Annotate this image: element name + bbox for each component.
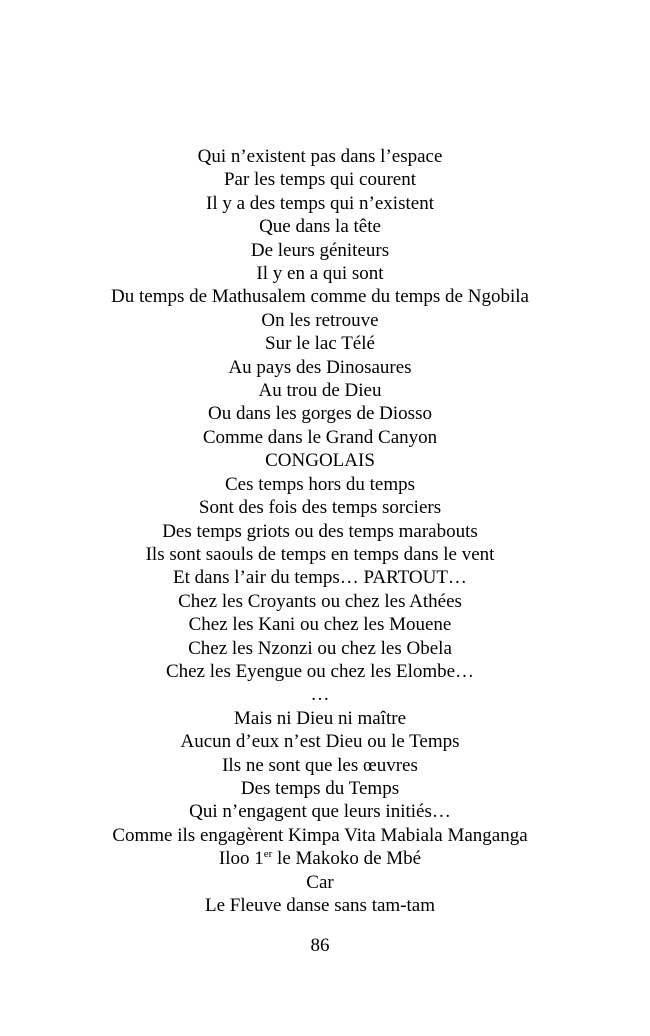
poem-line: Des temps du Temps [240, 777, 400, 799]
poem-line: Comme ils engagèrent Kimpa Vita Mabiala Manganga [112, 824, 528, 846]
poem-line: Aucun d’eux n’est Dieu ou le Temps [180, 731, 460, 753]
poem-line: Au pays des Dinosaures [228, 356, 412, 378]
poem-line: Par les temps qui courent [223, 169, 417, 191]
poem-line: Au trou de Dieu [258, 380, 382, 402]
poem-line: CONGOLAIS [265, 450, 375, 472]
poem-line: Car [306, 871, 334, 893]
poem-line: Le Fleuve danse sans tam-tam [204, 895, 436, 916]
poem-line: … [310, 684, 330, 706]
poem-line: Il y a des temps qui n’existent [206, 192, 434, 214]
poem-line: Qui n’existent pas dans l’espace [197, 146, 443, 167]
poem-line: Des temps griots ou des temps marabouts [162, 520, 478, 542]
poem-line: Sont des fois des temps sorciers [198, 497, 442, 519]
poem-line: Chez les Eyengue ou chez les Elombe… [165, 660, 475, 682]
poem-line: Comme dans le Grand Canyon [202, 426, 438, 448]
poem-line: Qui n’engagent que leurs initiés… [189, 801, 451, 823]
poem-line: Chez les Croyants ou chez les Athées [178, 590, 462, 612]
poem-line: Il y en a qui sont [256, 263, 384, 285]
poem-line: On les retrouve [261, 309, 379, 331]
poem-line: Ils sont saouls de temps en temps dans le vent [145, 543, 495, 565]
poem-line: Sur le lac Télé [265, 333, 375, 355]
poem-line: Ces temps hors du temps [225, 473, 415, 495]
poem-line: Ils ne sont que les œuvres [222, 754, 418, 776]
poem-line-iloo [0, 847, 640, 870]
poem-line: Que dans la tête [259, 216, 381, 238]
ordinal-superscript: er [263, 848, 273, 861]
poem-line: Et dans l’air du temps… PARTOUT… [173, 567, 467, 589]
iloo-text: Iloo 1 [218, 848, 264, 870]
poem-line: Chez les Kani ou chez les Mouene [188, 614, 452, 636]
page-number: 86 [310, 935, 330, 956]
poem-line: Chez les Nzonzi ou chez les Obela [188, 637, 452, 659]
poem-line: Du temps de Mathusalem comme du temps de Ngobila [111, 286, 529, 308]
poem-line: De leurs géniteurs [250, 239, 390, 261]
makoko-text: le Makoko de Mbé [272, 848, 422, 870]
poem-line: Ou dans les gorges de Diosso [208, 403, 432, 425]
poem-line: Mais ni Dieu ni maître [233, 707, 407, 729]
poem [0, 145, 640, 917]
